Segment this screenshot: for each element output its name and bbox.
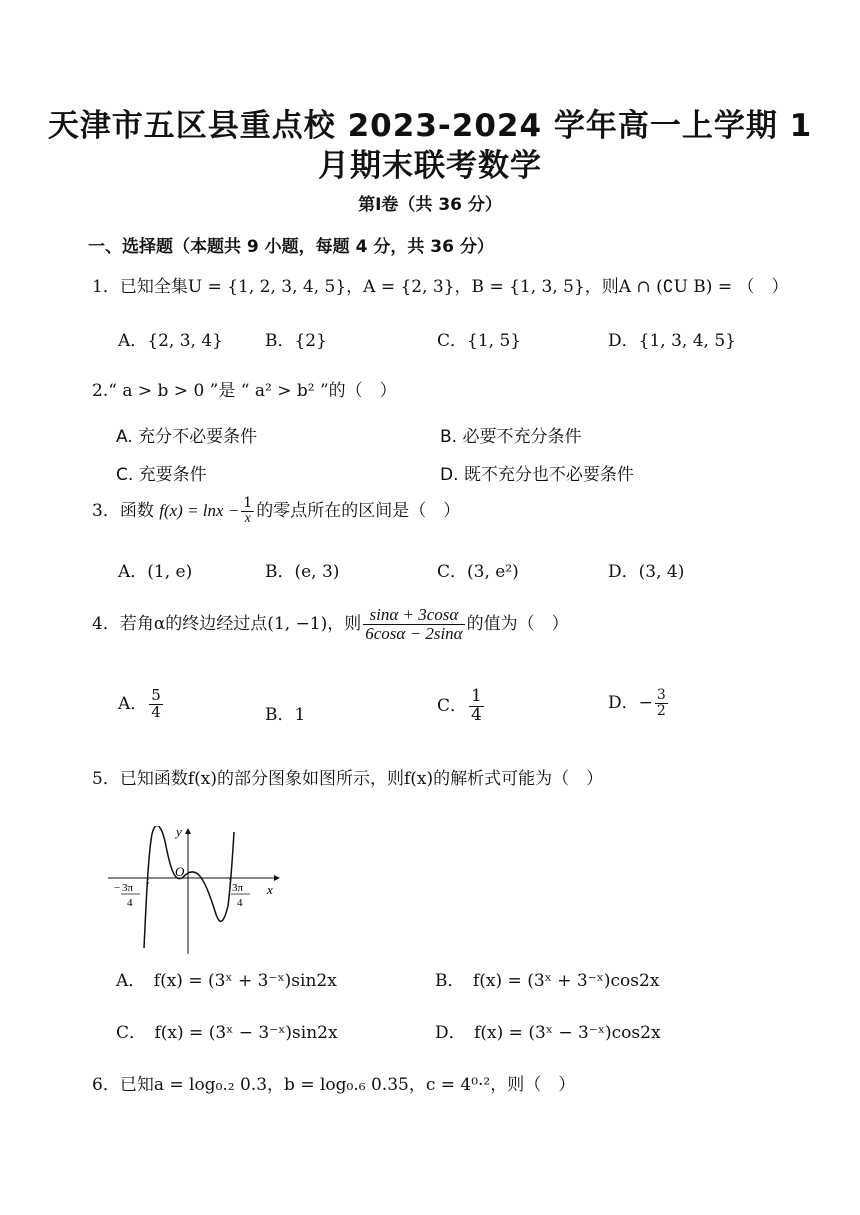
function-curve [144,826,234,948]
q4-option-b [265,700,305,725]
question-1 [92,272,788,297]
q2-option-d: D. 既不充分也不必要条件 [440,465,634,485]
q5-option-b: B． f(x) = (3ˣ + 3⁻ˣ)cos2x [435,971,660,991]
question-2 [92,376,397,401]
q3-option-c: C．(3, e²) [437,562,519,582]
question-number: 1． [92,277,120,297]
question-6 [92,1070,575,1095]
function-graph [104,826,284,956]
q1-option-b: B．{2} [265,331,327,351]
q4-option-d [608,688,670,719]
left-tick-sign: − [114,882,121,894]
denominator: 4 [151,702,161,721]
denominator: x [244,511,251,526]
x-axis-arrow [274,875,280,881]
volume-heading: 第Ⅰ卷（共 36 分） [358,195,502,215]
left-tick-denominator: 4 [127,897,133,909]
option-label: D． [608,693,639,713]
question-stem: 已知函数f(x)的部分图象如图所示，则f(x)的解析式可能为（ ） [119,769,604,789]
q3-option-a: A．(1, e) [118,562,193,582]
question-stem-pre: 函数 [119,501,154,521]
option-label: C． [437,695,468,716]
fraction [655,688,668,718]
question-stem: “ a > b > 0 ”是 “ a² > b² ”的（ ） [108,381,397,401]
y-axis-arrow [185,828,191,834]
left-tick-numerator: 3π [122,882,134,894]
numerator: 3 [656,687,666,704]
question-number: 3． [92,501,120,521]
q5-option-c: C． f(x) = (3ˣ − 3⁻ˣ)sin2x [116,1023,338,1043]
origin-label: O [175,864,185,879]
fraction [149,688,163,721]
question-4 [92,606,569,643]
q1-option-c: C．{1, 5} [437,331,522,351]
q1-option-a: A．{2, 3, 4} [118,331,223,351]
denominator: 4 [471,704,482,725]
q2-option-a: A. 充分不必要条件 [116,427,258,447]
x-axis-label: x [267,882,273,897]
question-number: 4． [92,613,120,634]
q3-option-d: D．(3, 4) [608,562,685,582]
fraction [363,606,464,643]
numerator: 1 [471,686,482,706]
denominator: 6cosα − 2sinα [365,623,463,643]
fraction [241,496,254,526]
numerator: 1 [243,495,253,512]
section-heading: 一、选择题（本题共 9 小题，每题 4 分，共 36 分） [88,237,494,257]
right-tick-numerator: 3π [232,882,244,894]
question-stem-post: 的值为（ ） [466,613,569,634]
question-stem-pre: 若角α的终边经过点(1, −1)，则 [119,613,362,634]
question-stem: 已知全集U = {1, 2, 3, 4, 5}，A = {2, 3}，B = {1, 3, 5}，则A ∩ (∁U B) = （ ） [119,277,789,297]
question-number: 5． [92,769,120,789]
q4-option-c [437,688,486,725]
denominator: 2 [656,703,666,719]
option-label: B． [265,705,295,725]
question-stem: 已知a = log₀.₂ 0.3，b = log₀.₆ 0.35，c = 4⁰·²，则（ ） [119,1075,576,1095]
question-5 [92,764,603,789]
option-value: 1 [294,705,306,725]
question-number: 6． [92,1075,120,1095]
right-tick-denominator: 4 [237,897,243,909]
q2-option-b: B. 必要不充分条件 [440,427,582,447]
fraction [469,688,484,725]
question-number: 2. [92,381,109,401]
q5-option-a: A． f(x) = (3ˣ + 3⁻ˣ)sin2x [116,971,337,991]
q1-option-d: D．{1, 3, 4, 5} [608,331,736,351]
question-3 [92,496,460,527]
q4-option-a [118,688,165,721]
exam-title-line1: 天津市五区县重点校 2023-2024 学年高一上学期 1 [47,108,813,144]
q2-option-c: C. 充要条件 [116,465,207,485]
q3-option-b: B．(e, 3) [265,562,340,582]
numerator: 5 [151,686,161,704]
question-stem-post: 的零点所在的区间是（ ） [256,501,461,521]
minus-sign: − [638,693,653,713]
exam-title-line2: 月期末联考数学 [318,148,542,184]
function-expression: f(x) = lnx − [159,501,240,520]
numerator: sinα + 3cosα [363,606,464,625]
option-label: A． [118,693,148,714]
y-axis-label: y [176,826,182,839]
q5-option-d: D． f(x) = (3ˣ − 3⁻ˣ)cos2x [435,1023,661,1043]
